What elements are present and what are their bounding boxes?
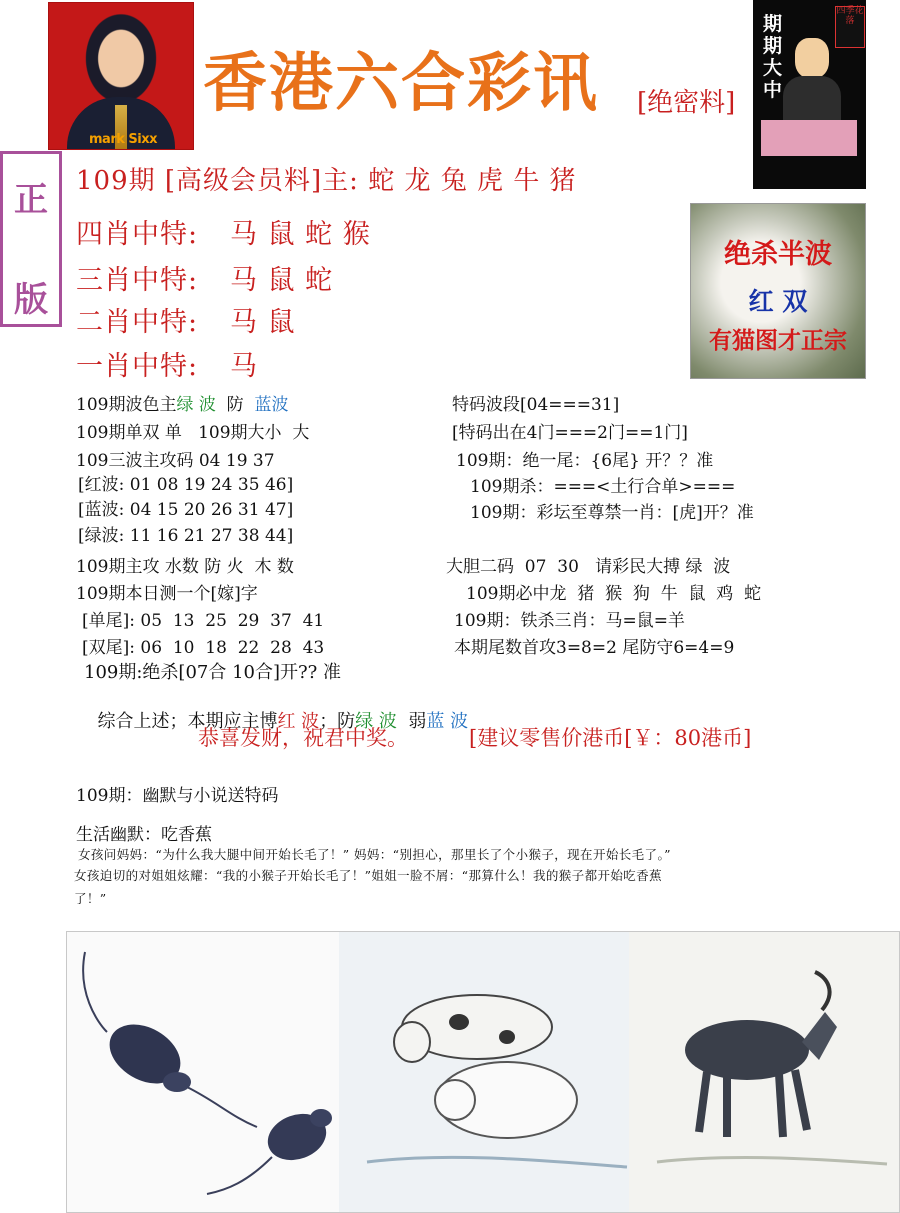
cartoon-sign: 四季花落 — [835, 6, 865, 48]
title-tag: [绝密料] — [637, 88, 736, 118]
story-line-3: 了！” — [74, 891, 107, 906]
cartoon-table — [761, 120, 857, 156]
red-wave-numbers: [红波: 01 08 19 24 35 46] — [78, 475, 294, 495]
single-tail-line: [单尾]: 05 13 25 29 37 41 — [82, 611, 325, 631]
story-heading: 109期：幽默与小说送特码 — [76, 786, 279, 806]
wave-defend: 蓝波 — [254, 395, 289, 415]
wave-prefix: 109期波色主 — [76, 395, 177, 415]
cartoon-body — [783, 76, 841, 124]
two-xiao-label: 二肖中特: — [76, 307, 199, 338]
portrait-photo — [48, 2, 194, 150]
mark-six-logo: mark Sixx — [89, 132, 157, 147]
cartoon-vertical-text: 期期大中 — [763, 13, 783, 101]
summary-part1: 综合上述；本期应主博 — [97, 711, 278, 732]
bold-two-line: 大胆二码 07 30 请彩民大搏 绿 波 — [446, 557, 731, 577]
iron-kill-line: 109期：铁杀三肖：马=鼠=羊 — [454, 611, 685, 631]
four-xiao-value: 马 鼠 蛇 猴 — [230, 219, 371, 250]
summary-part2: ；防 — [319, 711, 356, 732]
price-text: [建议零售价港币[￥：80港币] — [469, 726, 752, 750]
forbidden-line: 109期：彩坛至尊禁一肖：[虎]开？准 — [470, 503, 754, 523]
green-wave-numbers: [绿波: 11 16 21 27 38 44] — [78, 526, 294, 546]
story-line-2: 女孩迫切的对姐姐炫耀：“我的小猴子开始长毛了！”姐姐一脸不屑：“那算什么！我的猴子都开始吃香蕉 — [74, 868, 662, 883]
wish-text: 恭喜发财，祝君中奖。 — [198, 726, 408, 750]
badge-bottom-char: 版 — [14, 280, 48, 320]
vip-line: 109期 [高级会员料]主: 蛇 龙 兔 虎 牛 猪 — [76, 166, 577, 196]
three-wave-line: 109三波主攻码 04 19 37 — [76, 451, 275, 471]
three-xiao-value: 马 鼠 蛇 — [230, 265, 334, 296]
one-xiao-value: 马 — [230, 351, 258, 382]
animal-paintings-svg — [67, 932, 900, 1213]
cartoon-face — [795, 38, 829, 78]
wave-main-line — [76, 390, 288, 415]
test-char-line: 109期本日测一个[嫁]字 — [76, 584, 258, 604]
special-range-line: 特码波段[04===31] — [452, 395, 620, 415]
summary-part3: 弱 — [396, 711, 427, 732]
four-xiao-label: 四肖中特: — [76, 219, 199, 250]
summary-red: 红 波 — [277, 711, 320, 732]
half-wave-cat-image — [690, 203, 866, 379]
summary-green: 绿 波 — [355, 711, 397, 732]
must-hit-line: 109期必中龙 猪 猴 狗 牛 鼠 鸡 蛇 — [466, 584, 762, 604]
special-door-line: [特码出在4门===2门==1门] — [452, 423, 688, 443]
wave-mid: 防 — [215, 395, 255, 415]
double-tail-line: [双尾]: 06 10 18 22 28 43 — [82, 638, 325, 658]
page-title: 香港六合彩讯 — [203, 47, 599, 121]
two-xiao-value: 马 鼠 — [230, 307, 296, 338]
cat-box-line1: 绝杀半波 — [724, 239, 832, 270]
story-line-1: 女孩问妈妈：“为什么我大腿中间开始长毛了！” 妈妈：“别担心，那里长了个小猴子，现在开始长毛了。” — [78, 847, 671, 862]
rat-painting — [83, 952, 333, 1194]
single-double-line: 109期单双 单 109期大小 大 — [76, 423, 310, 443]
badge-top-char: 正 — [14, 180, 48, 220]
three-xiao-label: 三肖中特: — [76, 265, 199, 296]
story-subheading: 生活幽默：吃香蕉 — [76, 825, 212, 845]
genuine-badge — [0, 151, 62, 327]
tail-attack-line: 本期尾数首攻3=8=2 尾防守6=4=9 — [454, 638, 735, 658]
kill-combo-line: 109期:绝杀[07合 10合]开?? 准 — [84, 662, 342, 683]
summary-blue: 蓝 波 — [426, 711, 469, 732]
cat-box-line2: 红 双 — [748, 287, 808, 316]
cartoon-photo — [753, 0, 866, 189]
animal-paintings — [66, 931, 900, 1213]
wave-main: 绿 波 — [176, 395, 216, 415]
blue-wave-numbers: [蓝波: 04 15 20 26 31 47] — [78, 500, 294, 520]
one-xiao-label: 一肖中特: — [76, 351, 199, 382]
cat-box-line3: 有猫图才正宗 — [709, 328, 847, 354]
main-attack-line: 109期主攻 水数 防 火 木 数 — [76, 557, 294, 577]
tail-line: 109期：绝一尾：{6尾} 开？？准 — [456, 451, 714, 471]
kill-combo-right: 109期杀：===<土行合单>=== — [470, 477, 736, 497]
